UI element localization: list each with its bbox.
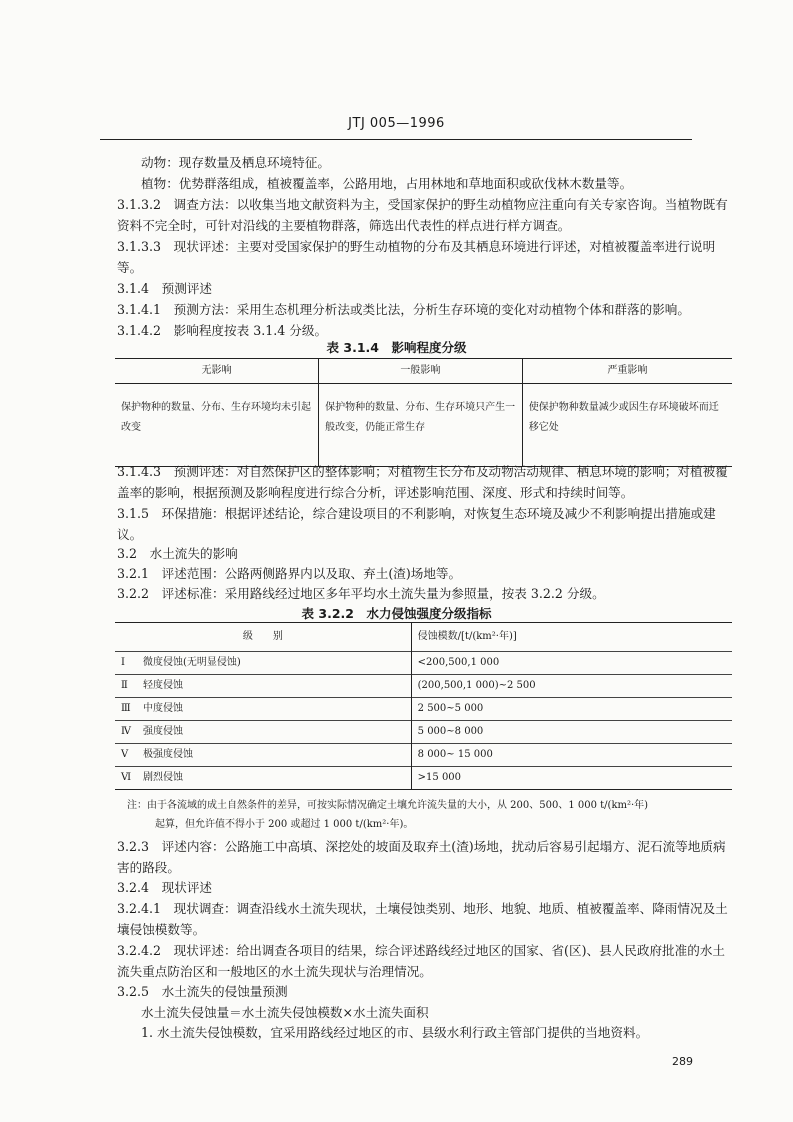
paragraph-item-1: 1. 水土流失侵蚀模数，宜采用路线经过地区的市、县级水利行政主管部门提供的当地资料。	[141, 1025, 649, 1040]
paragraph-3-1-3-3: 3.1.3.3 现状评述：主要对受国家保护的野生动植物的分布及其栖息环境进行评述，对植被覆盖率进行说明等。	[117, 239, 716, 275]
formula-erosion-amount: 水土流失侵蚀量＝水土流失侵蚀模数×水土流失面积	[141, 1005, 429, 1020]
row-value: <200,500,1 000	[411, 652, 732, 675]
table2-header-modulus: 侵蚀模数/[t/(km²·年)]	[411, 623, 732, 652]
table-row	[115, 767, 732, 790]
row-value: 8 000~ 15 000	[411, 744, 732, 767]
row-numeral: Ⅵ	[121, 772, 132, 783]
erosion-intensity-table	[115, 622, 732, 790]
heading-3-2: 3.2 水土流失的影响	[117, 546, 238, 561]
row-numeral: Ⅲ	[121, 703, 131, 714]
row-level: 强度侵蚀	[143, 726, 183, 737]
table1-cell-severe: 使保护物种数量减少或因生存环境破坏而迁移它处	[522, 384, 732, 467]
row-value: >15 000	[411, 767, 732, 790]
paragraph-3-2-3: 3.2.3 评述内容：公路施工中高填、深挖处的坡面及取弃土(渣)场地，扰动后容易引起塌方、泥石流等地质病害的路段。	[117, 839, 726, 875]
row-numeral: Ⅳ	[121, 726, 131, 737]
row-numeral: Ⅴ	[121, 749, 129, 760]
paragraph-3-2-2: 3.2.2 评述标准：采用路线经过地区多年平均水土流失量为参照量，按表 3.2.2 分级。	[117, 586, 605, 601]
page-number: 289	[672, 1055, 693, 1068]
paragraph-3-1-4-3: 3.1.4.3 预测评述：对自然保护区的整体影响；对植物生长分布及动物活动规律、栖息环境的影响；对植被覆盖率的影响，根据预测及影响程度进行综合分析，评述影响范围、深度、形式和持续时间等。	[117, 464, 728, 500]
row-level: 极强度侵蚀	[143, 749, 193, 760]
table1-header-none: 无影响	[115, 359, 319, 384]
table1-header-row	[115, 359, 732, 384]
row-value: 5 000~8 000	[411, 721, 732, 744]
paragraph-3-2-1: 3.2.1 评述范围：公路两侧路界内以及取、弃土(渣)场地等。	[117, 566, 462, 581]
table1-header-severe: 严重影响	[522, 359, 732, 384]
table1-body-row	[115, 384, 732, 467]
table2-note-line2: 起算，但允许值不得小于 200 或超过 1 000 t/(km²·年)。	[155, 819, 414, 830]
table1-caption: 表 3.1.4 影响程度分级	[326, 340, 467, 355]
row-level: 轻度侵蚀	[143, 680, 183, 691]
paragraph-plants: 植物：优势群落组成，植被覆盖率，公路用地，占用林地和草地面积或砍伐林木数量等。	[141, 176, 633, 191]
row-value: (200,500,1 000)~2 500	[411, 675, 732, 698]
table2-note-line1: 注：由于各流域的成土自然条件的差异，可按实际情况确定土壤允许流失量的大小，从 200、500、1 000 t/(km²·年)	[127, 800, 649, 811]
row-value: 2 500~5 000	[411, 698, 732, 721]
paragraph-3-2-4-1: 3.2.4.1 现状调查：调查沿线水土流失现状，土壤侵蚀类别、地形、地貌、地质、植被覆盖率、降雨情况及土壤侵蚀模数等。	[117, 901, 728, 937]
table1-header-general: 一般影响	[319, 359, 523, 384]
heading-3-1-4: 3.1.4 预测评述	[117, 281, 213, 296]
row-level: 剧烈侵蚀	[143, 772, 183, 783]
impact-level-table	[115, 358, 732, 467]
table1-cell-general: 保护物种的数量、分布、生存环境只产生一般改变，仍能正常生存	[319, 384, 523, 467]
row-numeral: Ⅰ	[121, 657, 125, 668]
paragraph-3-1-4-2: 3.1.4.2 影响程度按表 3.1.4 分级。	[117, 323, 328, 338]
table2-header-level: 级 别	[242, 631, 283, 642]
heading-3-2-5: 3.2.5 水土流失的侵蚀量预测	[117, 984, 288, 999]
paragraph-3-1-5: 3.1.5 环保措施：根据评述结论，综合建设项目的不利影响，对恢复生态环境及减少不利影响提出措施或建议。	[117, 506, 716, 542]
header-rule	[100, 139, 692, 140]
heading-3-2-4: 3.2.4 现状评述	[117, 880, 213, 895]
row-level: 中度侵蚀	[143, 703, 183, 714]
table-row	[115, 721, 732, 744]
table2-header-row	[115, 623, 732, 652]
page-header: JTJ 005—1996	[348, 116, 445, 131]
table2-caption: 表 3.2.2 水力侵蚀强度分级指标	[301, 606, 492, 621]
paragraph-3-1-4-1: 3.1.4.1 预测方法：采用生态机理分析法或类比法，分析生存环境的变化对动植物个体和群落的影响。	[117, 302, 690, 317]
table-row	[115, 652, 732, 675]
paragraph-3-1-3-2: 3.1.3.2 调查方法：以收集当地文献资料为主，受国家保护的野生动植物应注重向有关专家咨询。当植物既有资料不完全时，可针对沿线的主要植物群落，筛选出代表性的样点进行样方调查。	[117, 197, 728, 233]
table-row	[115, 744, 732, 767]
paragraph-animals: 动物：现存数量及栖息环境特征。	[141, 155, 330, 170]
table-row	[115, 675, 732, 698]
row-level: 微度侵蚀(无明显侵蚀)	[143, 657, 241, 668]
paragraph-3-2-4-2: 3.2.4.2 现状评述：给出调查各项目的结果，综合评述路线经过地区的国家、省(区)、县人民政府批准的水土流失重点防治区和一般地区的水土流失现状与治理情况。	[117, 943, 726, 979]
table1-cell-none: 保护物种的数量、分布、生存环境均未引起改变	[121, 402, 311, 433]
row-numeral: Ⅱ	[121, 680, 128, 691]
table-row	[115, 698, 732, 721]
